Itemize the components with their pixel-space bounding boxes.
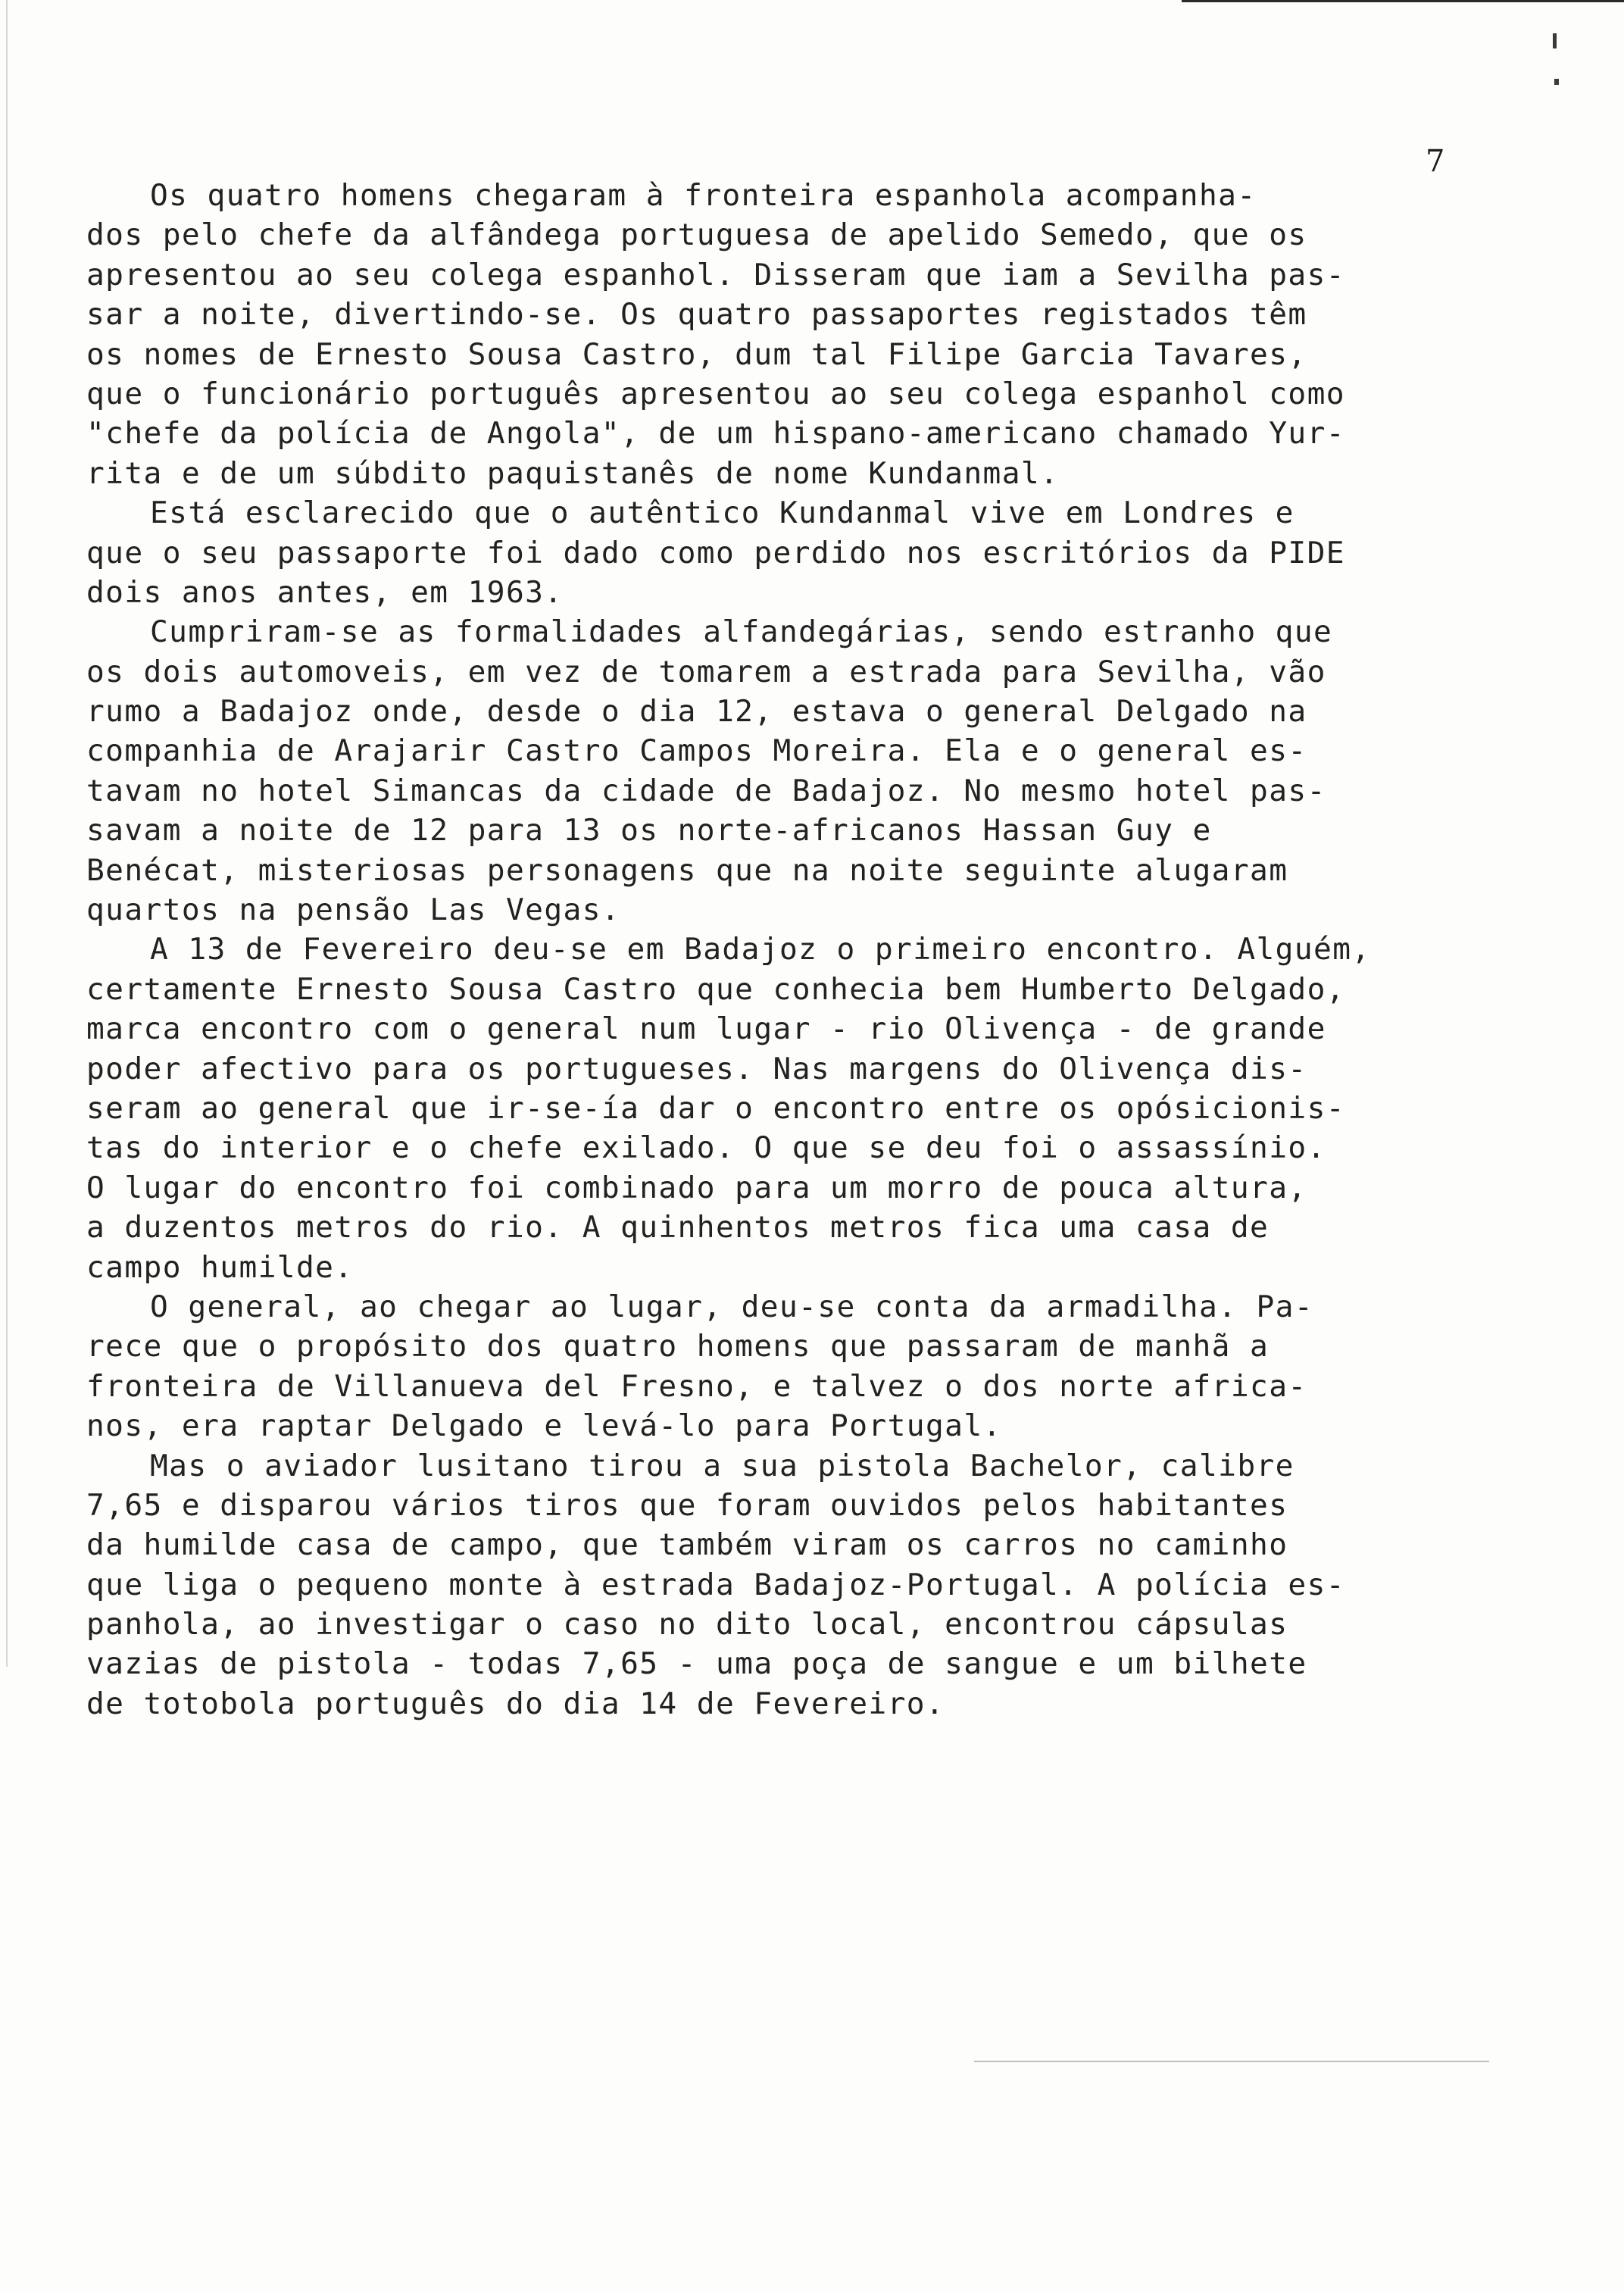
text-line: O lugar do encontro foi combinado para um morro de pouca altura, xyxy=(86,1170,1307,1205)
text-line: dois anos antes, em 1963. xyxy=(86,574,564,610)
text-line: rita e de um súbdito paquistanês de nome Kundanmal. xyxy=(86,455,1060,491)
text-line: tavam no hotel Simancas da cidade de Badajoz. No mesmo hotel pas- xyxy=(86,773,1326,808)
scan-mark-top-right xyxy=(1553,33,1557,48)
text-line: rece que o propósito dos quatro homens que passaram de manhã a xyxy=(86,1329,1270,1364)
text-line: os nomes de Ernesto Sousa Castro, dum tal Filipe Garcia Tavares, xyxy=(86,336,1307,372)
text-line: Está esclarecido que o autêntico Kundanmal vive em Londres e xyxy=(150,495,1295,531)
text-line: poder afectivo para os portugueses. Nas margens do Olivença dis- xyxy=(86,1051,1307,1086)
text-line: apresentou ao seu colega espanhol. Disseram que iam a Sevilha pas- xyxy=(86,257,1345,292)
text-line: sar a noite, divertindo-se. Os quatro passaportes registados têm xyxy=(86,297,1307,333)
text-line: panhola, ao investigar o caso no dito local, encontrou cápsulas xyxy=(86,1607,1288,1642)
text-line: que liga o pequeno monte à estrada Badajoz-Portugal. A polícia es- xyxy=(86,1567,1345,1602)
text-line: dos pelo chefe da alfândega portuguesa de apelido Semedo, que os xyxy=(86,217,1307,253)
text-line: 7,65 e disparou vários tiros que foram ouvidos pelos habitantes xyxy=(86,1487,1288,1523)
text-line: Cumpriram-se as formalidades alfandegárias, sendo estranho que xyxy=(150,614,1333,650)
text-line: certamente Ernesto Sousa Castro que conhecia bem Humberto Delgado, xyxy=(86,971,1345,1007)
body-text xyxy=(86,176,1541,1724)
scan-top-rule xyxy=(1182,0,1624,2)
text-line: de totobola português do dia 14 de Fevereiro. xyxy=(86,1686,945,1721)
text-line: O general, ao chegar ao lugar, deu-se conta da armadilha. Pa- xyxy=(150,1289,1314,1324)
text-line: a duzentos metros do rio. A quinhentos metros fica uma casa de xyxy=(86,1210,1270,1246)
text-line: savam a noite de 12 para 13 os norte-africanos Hassan Guy e xyxy=(86,813,1212,849)
text-line: Os quatro homens chegaram à fronteira espanhola acompanha- xyxy=(150,178,1257,213)
scan-bottom-rule xyxy=(974,2061,1489,2062)
text-line: Benécat, misteriosas personagens que na noite seguinte alugaram xyxy=(86,852,1288,888)
page-number: 7 xyxy=(1426,144,1445,179)
text-line: rumo a Badajoz onde, desde o dia 12, estava o general Delgado na xyxy=(86,694,1307,730)
text-line: tas do interior e o chefe exilado. O que se deu foi o assassínio. xyxy=(86,1130,1326,1166)
text-line: "chefe da polícia de Angola", de um hispano-americano chamado Yur- xyxy=(86,416,1345,452)
text-line: marca encontro com o general num lugar - rio Olivença - de grande xyxy=(86,1011,1326,1047)
text-line: companhia de Arajarir Castro Campos Moreira. Ela e o general es- xyxy=(86,733,1307,769)
text-line: A 13 de Fevereiro deu-se em Badajoz o primeiro encontro. Alguém, xyxy=(150,932,1371,967)
text-line: seram ao general que ir-se-ía dar o encontro entre os opósicionis- xyxy=(86,1090,1345,1126)
text-line: que o seu passaporte foi dado como perdido nos escritórios da PIDE xyxy=(86,535,1345,570)
text-line: da humilde casa de campo, que também viram os carros no caminho xyxy=(86,1527,1288,1563)
text-line: quartos na pensão Las Vegas. xyxy=(86,892,621,928)
text-line: os dois automoveis, em vez de tomarem a estrada para Sevilha, vão xyxy=(86,654,1326,689)
text-line: nos, era raptar Delgado e levá-lo para Portugal. xyxy=(86,1408,1002,1444)
text-line: Mas o aviador lusitano tirou a sua pistola Bachelor, calibre xyxy=(150,1448,1295,1483)
text-line: campo humilde. xyxy=(86,1249,354,1285)
text-line: fronteira de Villanueva del Fresno, e talvez o dos norte africa- xyxy=(86,1368,1307,1404)
scan-mark-top-right-2 xyxy=(1554,79,1559,85)
text-line: vazias de pistola - todas 7,65 - uma poça de sangue e um bilhete xyxy=(86,1646,1307,1682)
text-line: que o funcionário português apresentou ao seu colega espanhol como xyxy=(86,376,1345,411)
scan-left-edge xyxy=(6,0,8,1667)
